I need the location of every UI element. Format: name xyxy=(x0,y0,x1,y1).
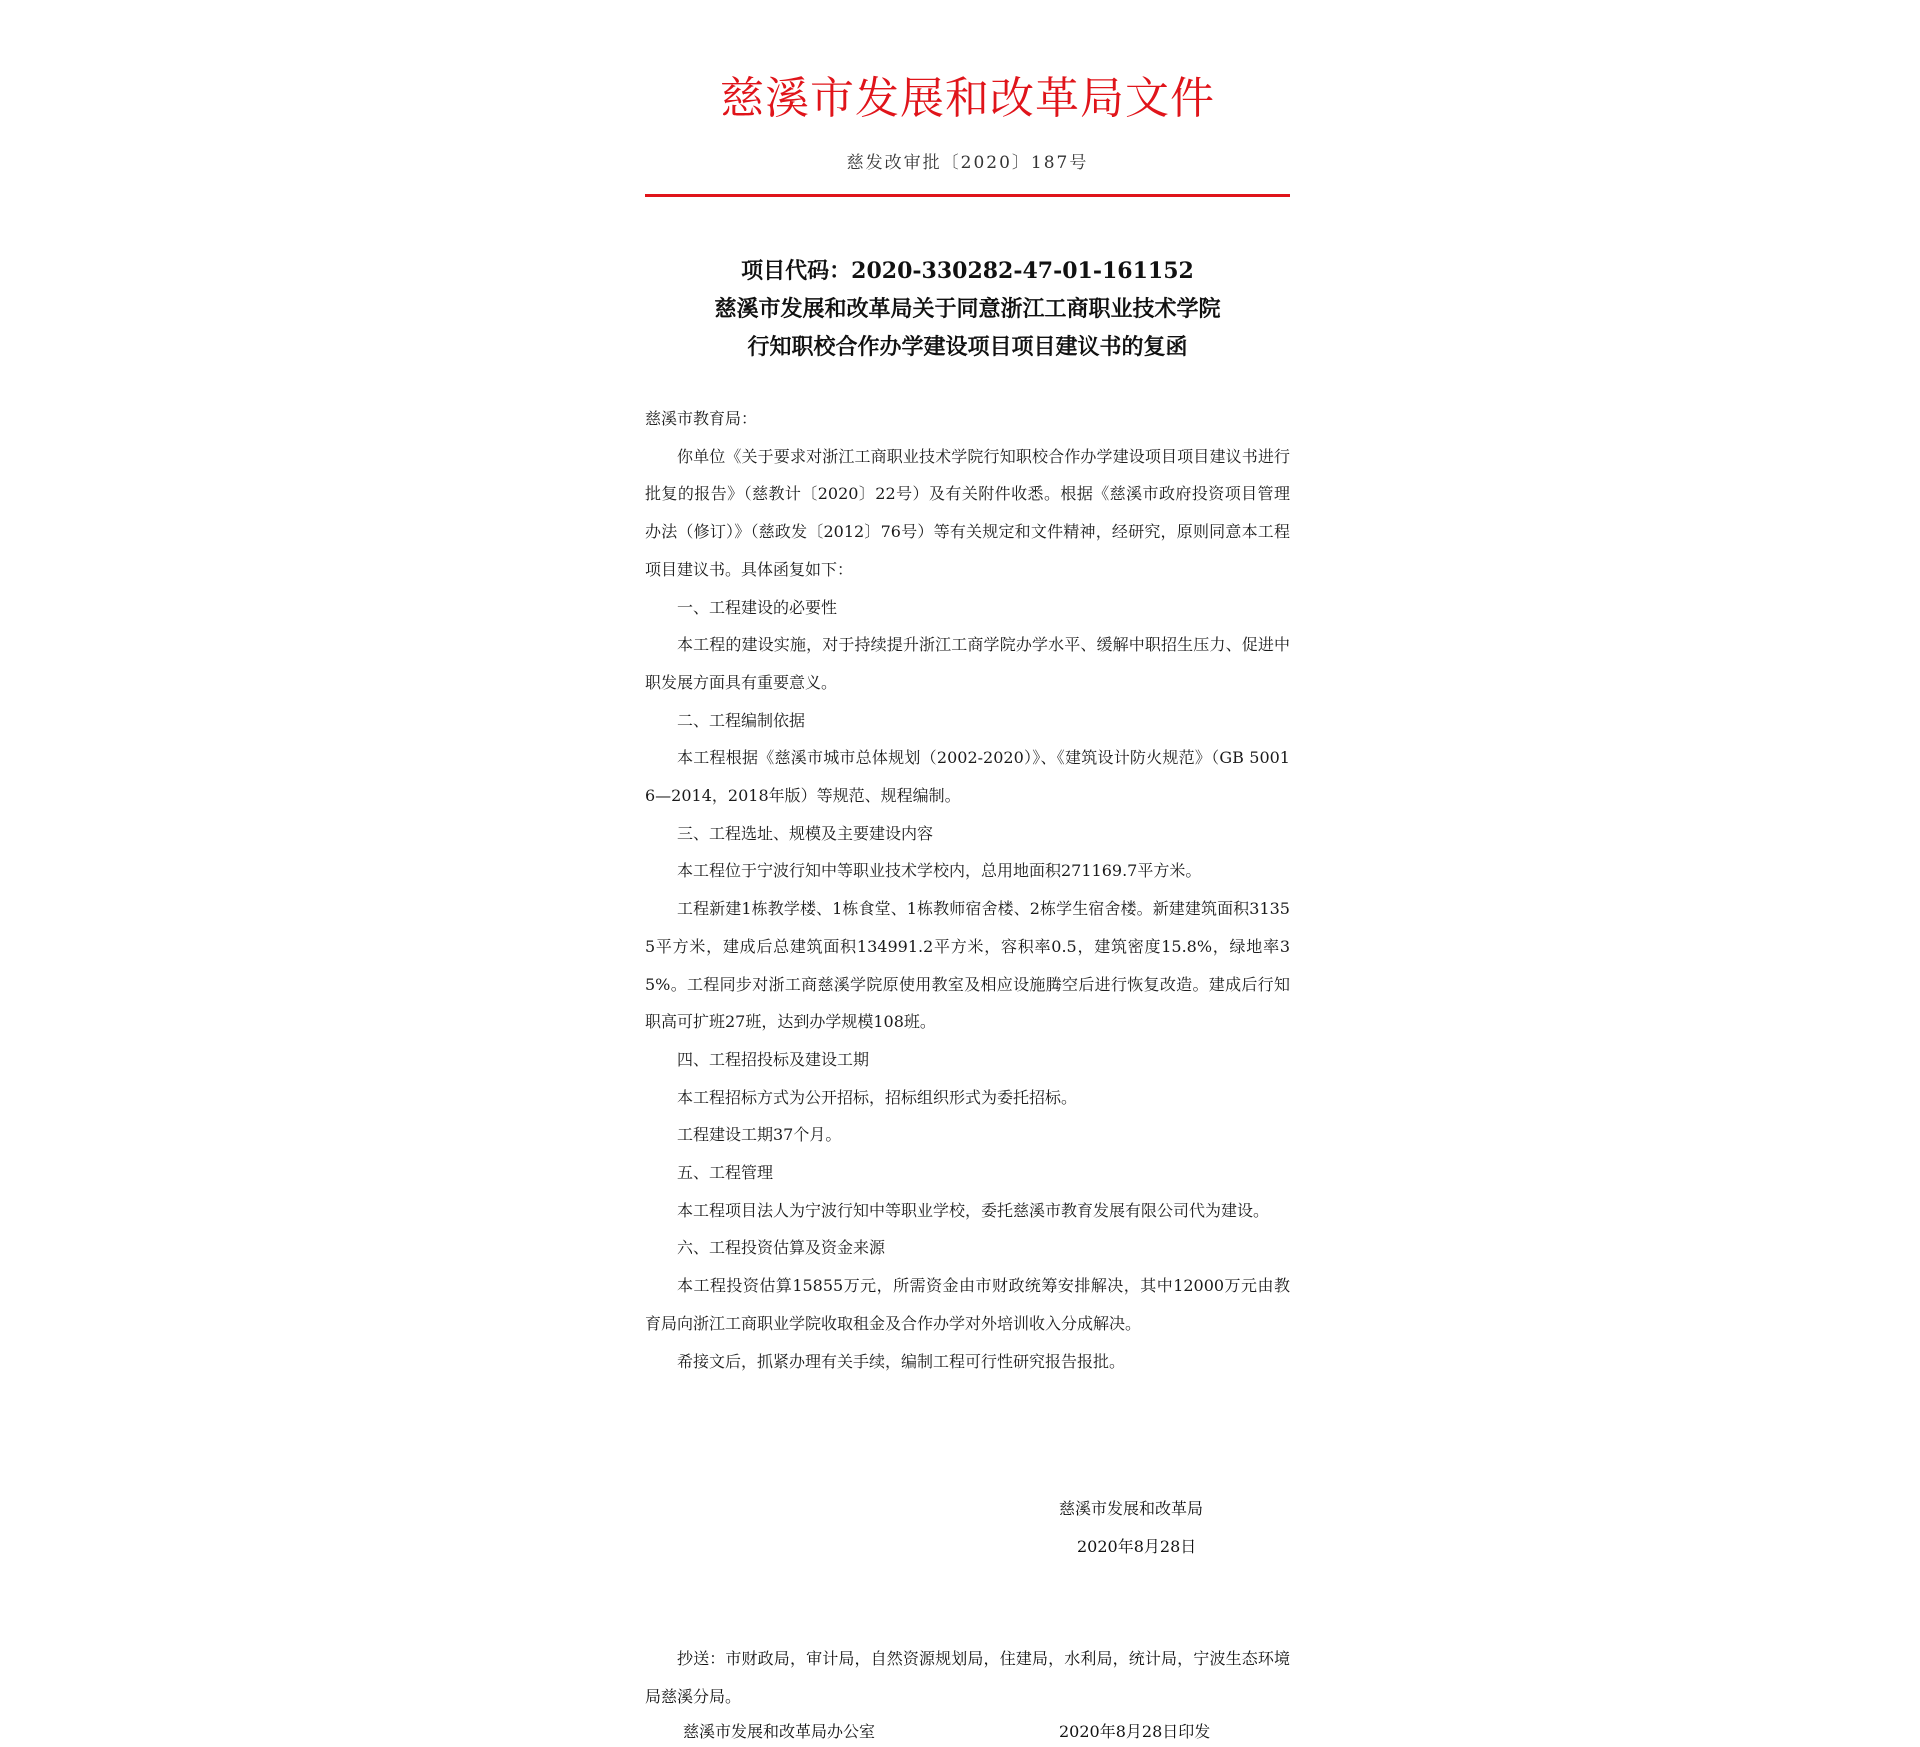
body-paragraph: 本工程项目法人为宁波行知中等职业学校，委托慈溪市教育发展有限公司代为建设。 xyxy=(677,1200,1270,1220)
heading-line-3: 行知职校合作办学建设项目项目建议书的复函 xyxy=(747,334,1188,360)
document-header-title: 慈溪市发展和改革局文件 xyxy=(720,73,1215,124)
section-heading: 六、工程投资估算及资金来源 xyxy=(677,1238,886,1258)
document-heading xyxy=(645,252,1290,366)
section-heading: 四、工程招投标及建设工期 xyxy=(677,1049,870,1069)
section-heading: 一、工程建设的必要性 xyxy=(677,597,838,617)
heading-line-2: 慈溪市发展和改革局关于同意浙江工商职业技术学院 xyxy=(714,296,1221,322)
document-number: 慈发改审批〔2020〕187号 xyxy=(846,153,1089,173)
salutation: 慈溪市教育局： xyxy=(645,409,758,428)
body-paragraph: 本工程的建设实施，对于持续提升浙江工商学院办学水平、缓解中职招生压力、促进中职发展方面具有重要意义。 xyxy=(645,635,1290,692)
project-code-line: 项目代码：2020-330282-47-01-161152 xyxy=(741,258,1194,284)
body-paragraph: 本工程招标方式为公开招标，招标组织形式为委托招标。 xyxy=(677,1087,1078,1107)
section-heading: 五、工程管理 xyxy=(677,1163,774,1183)
footer-issue-date: 2020年8月28日印发 xyxy=(1059,1722,1211,1741)
red-header-divider xyxy=(645,194,1290,197)
body-paragraph: 本工程位于宁波行知中等职业技术学校内，总用地面积271169.7平方米。 xyxy=(677,861,1202,881)
body-paragraph: 你单位《关于要求对浙江工商职业技术学院行知职校合作办学建设项目项目建议书进行批复的报告》（慈教计〔2020〕22号）及有关附件收悉。根据《慈溪市政府投资项目管理办法（修订）》（慈政发〔2012〕76号）等有关规定和文件精神，经研究，原则同意本工程项目建议书。具体函复如下： xyxy=(645,446,1290,579)
body-paragraph: 工程新建1栋教学楼、1栋食堂、1栋教师宿舍楼、2栋学生宿舍楼。新建建筑面积31355平方米，建成后总建筑面积134991.2平方米，容积率0.5，建筑密度15.8%，绿地率35%。工程同步对浙工商慈溪学院原使用教室及相应设施腾空后进行恢复改造。建成后行知职高可扩班27班，达到办学规模108班。 xyxy=(645,899,1290,1032)
section-heading: 三、工程选址、规模及主要建设内容 xyxy=(677,823,934,843)
body-paragraph: 本工程根据《慈溪市城市总体规划（2002-2020）》、《建筑设计防火规范》（GB 50016—2014，2018年版）等规范、规程编制。 xyxy=(645,748,1290,806)
section-heading: 二、工程编制依据 xyxy=(677,710,806,730)
body-paragraph: 工程建设工期37个月。 xyxy=(677,1125,842,1145)
cc-block xyxy=(645,1640,1290,1716)
document-page xyxy=(645,0,1290,1747)
footer-issuing-office: 慈溪市发展和改革局办公室 xyxy=(683,1722,876,1741)
signature-date: 2020年8月28日 xyxy=(1077,1537,1197,1556)
signature-organization: 慈溪市发展和改革局 xyxy=(1059,1499,1204,1518)
document-body xyxy=(645,400,1290,1380)
body-paragraph: 本工程投资估算15855万元，所需资金由市财政统筹安排解决，其中12000万元由教育局向浙江工商职业学院收取租金及合作办学对外培训收入分成解决。 xyxy=(645,1276,1290,1333)
cc-recipients: 抄送：市财政局，审计局，自然资源规划局，住建局，水利局，统计局，宁波生态环境局慈溪分局。 xyxy=(645,1649,1290,1706)
closing-paragraph: 希接文后，抓紧办理有关手续，编制工程可行性研究报告报批。 xyxy=(677,1351,1126,1371)
